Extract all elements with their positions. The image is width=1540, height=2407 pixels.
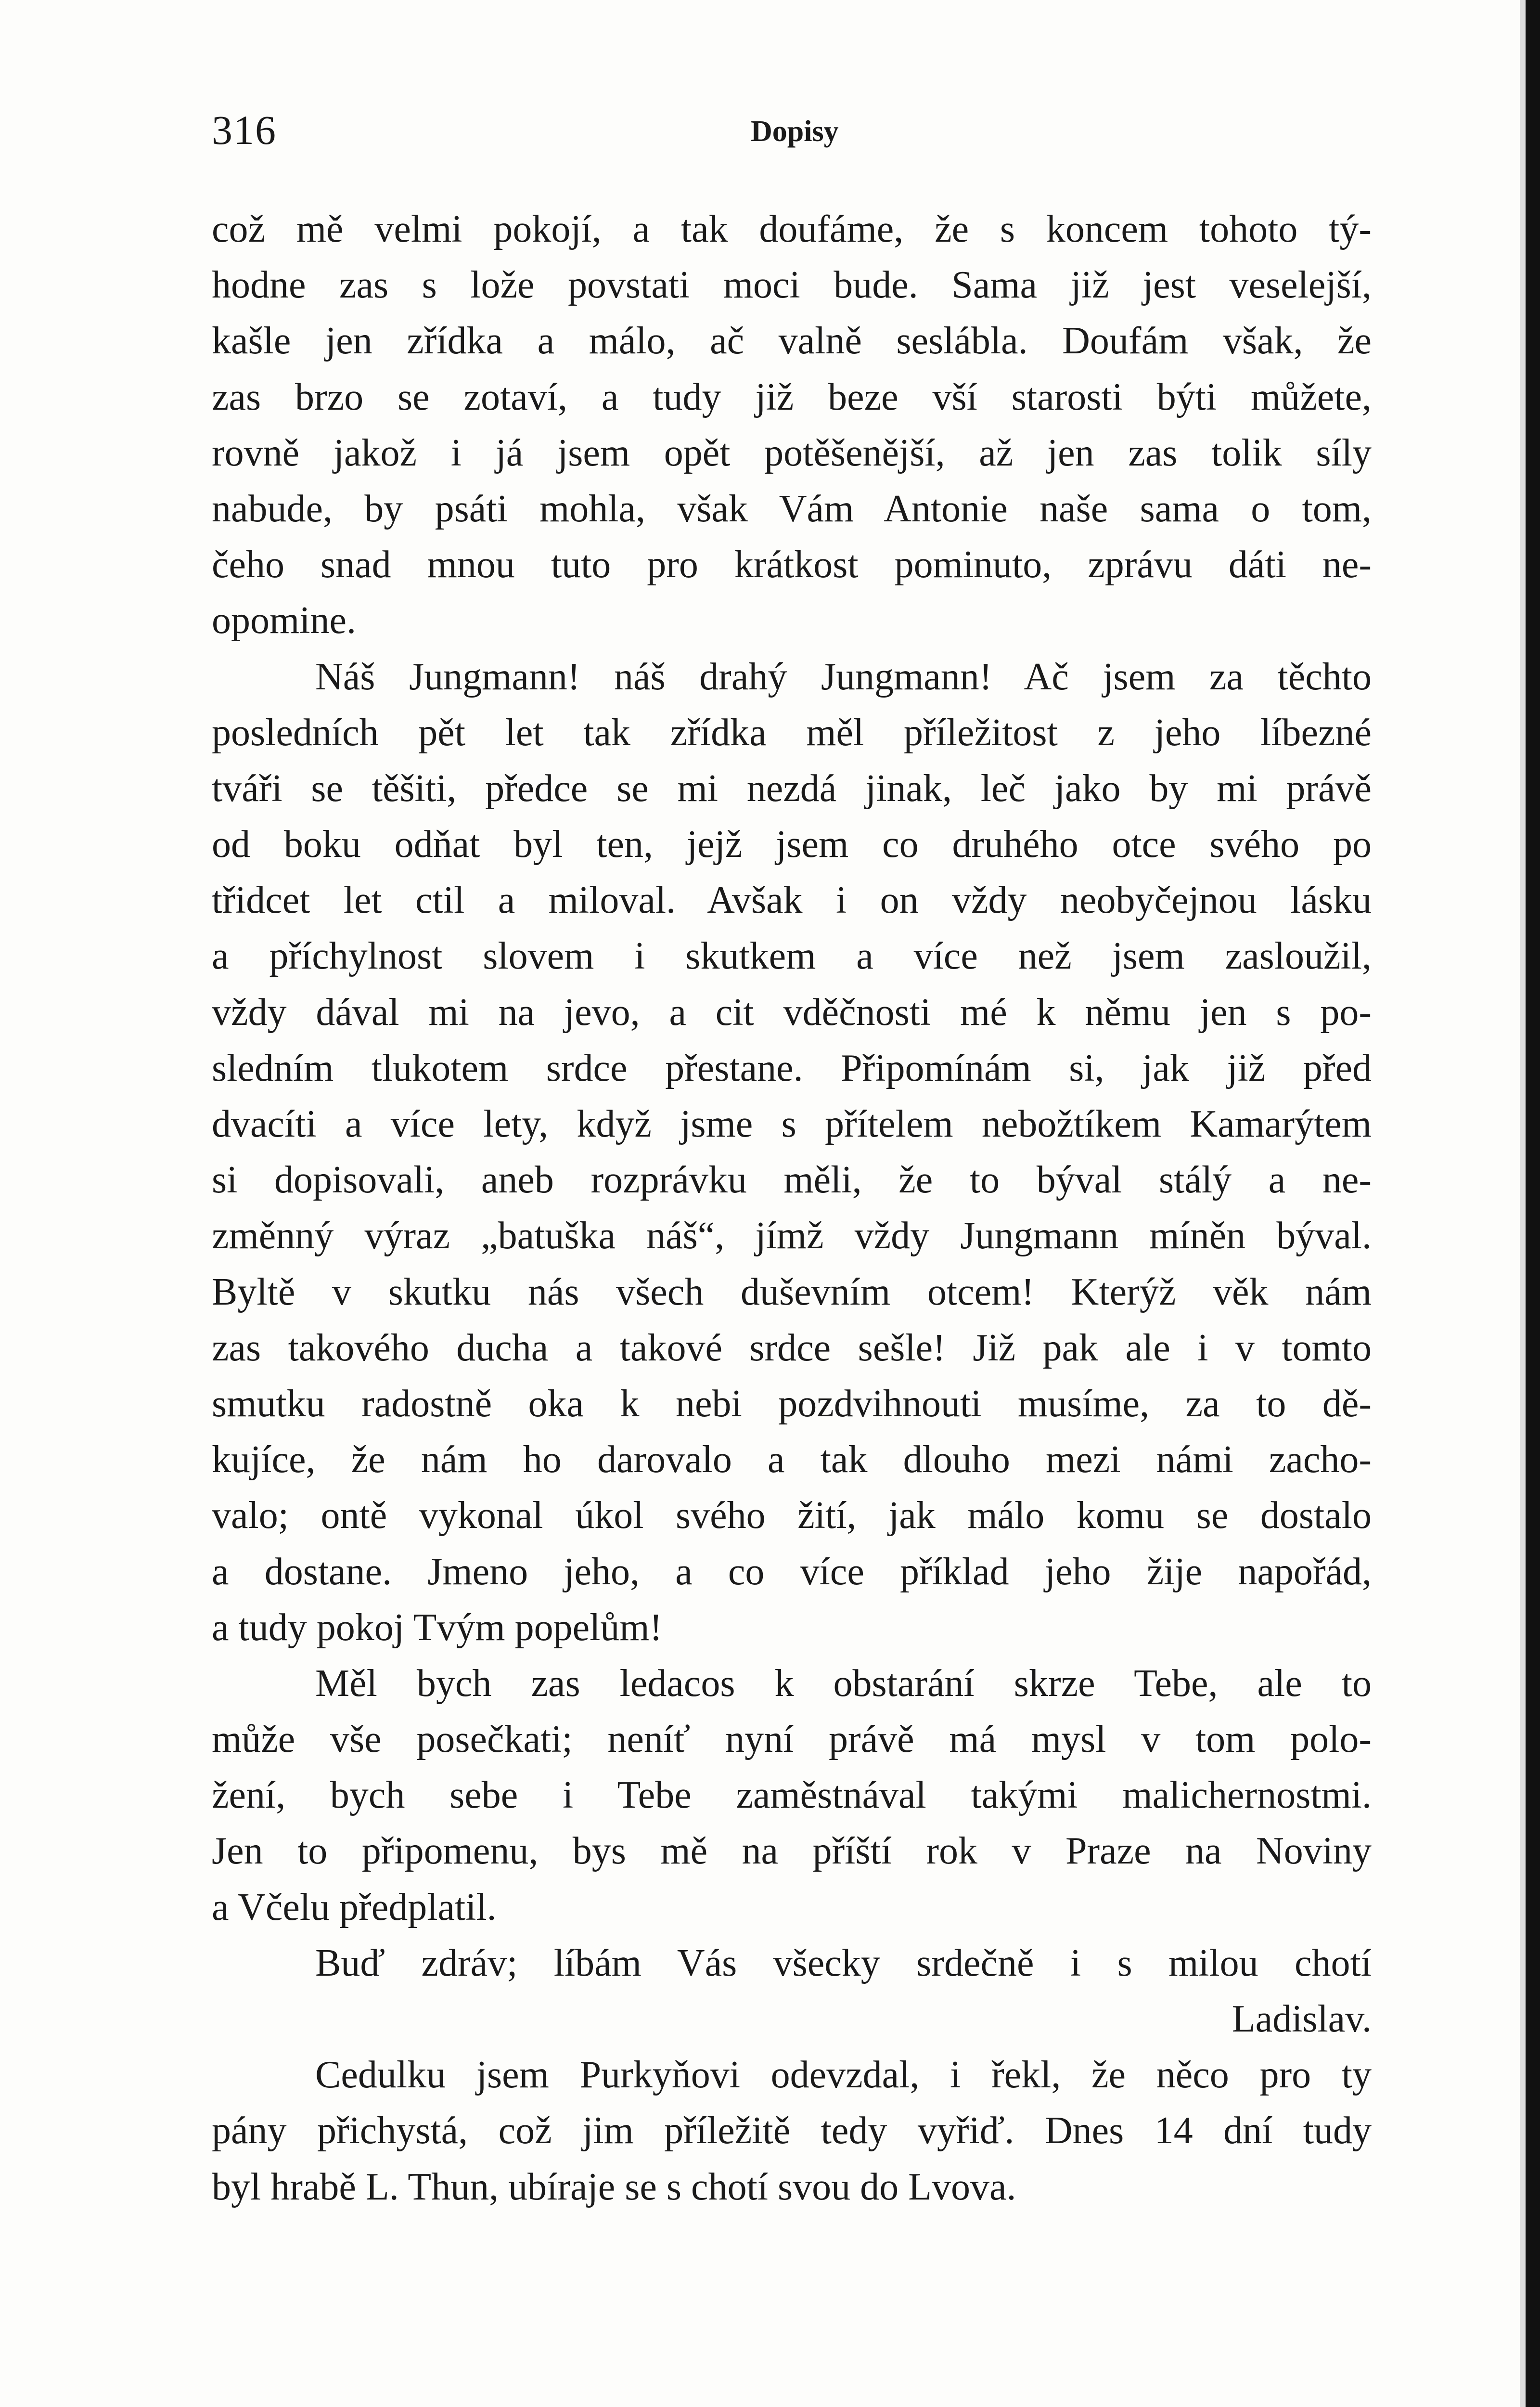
page-header (0, 104, 1540, 156)
text-line: kašle jen zřídka a málo, ač valně seslábla. Doufám však, že (212, 320, 1372, 362)
text-line: pány přichystá, což jim příležitě tedy vyřiď. Dnes 14 dní tudy (212, 2109, 1372, 2152)
text-line: byl hrabě L. Thun, ubíraje se s chotí svou do Lvova. (212, 2165, 1016, 2208)
text-line: žení, bych sebe i Tebe zaměstnával takými malichernostmi. (212, 1774, 1372, 1817)
paragraph-start-line: Měl bych zas ledacos k obstarání skrze Tebe, ale to (315, 1662, 1372, 1705)
page-number: 316 (212, 107, 277, 153)
text-line: vždy dával mi na jevo, a cit vděčnosti mé k němu jen s po- (212, 991, 1372, 1034)
text-line: změnný výraz „batuška náš“, jímž vždy Jungmann míněn býval. (212, 1215, 1372, 1257)
text-line: nabude, by psáti mohla, však Vám Antonie naše sama o tom, (212, 487, 1372, 530)
text-line: což mě velmi pokojí, a tak doufáme, že s koncem tohoto tý- (212, 208, 1372, 250)
text-line: Byltě v skutku nás všech duševním otcem! Kterýž věk nám (212, 1270, 1372, 1313)
text-line: rovně jakož i já jsem opět potěšenější, až jen zas tolik síly (212, 431, 1372, 474)
text-line: a Včelu předplatil. (212, 1886, 497, 1928)
text-line: posledních pět let tak zřídka měl příležitost z jeho líbezné (212, 711, 1372, 754)
text-line: hodne zas s lože povstati moci bude. Sama již jest veselejší, (212, 264, 1372, 307)
text-line: a dostane. Jmeno jeho, a co více příklad jeho žije napořád, (212, 1550, 1372, 1593)
text-line: zas takového ducha a takové srdce sešle! Již pak ale i v tomto (212, 1326, 1372, 1369)
text-line: čeho snad mnou tuto pro krátkost pominuto, zprávu dáti ne- (212, 544, 1372, 586)
text-line: smutku radostně oka k nebi pozdvihnouti musíme, za to dě- (212, 1382, 1372, 1425)
page-edge (1526, 0, 1540, 2407)
text-line: tváři se těšiti, předce se mi nezdá jinak, leč jako by mi právě (212, 767, 1372, 810)
running-title: Dopisy (751, 115, 839, 148)
paragraph-start-line: Buď zdráv; líbám Vás všecky srdečně i s milou chotí (315, 1941, 1372, 1984)
text-line: a tudy pokoj Tvým popelům! (212, 1606, 663, 1649)
body-text (212, 201, 1372, 2215)
paragraph-start-line: Náš Jungmann! náš drahý Jungmann! Ač jsem za těchto (315, 655, 1372, 698)
text-line: opomine. (212, 599, 356, 642)
text-line: dvacíti a více lety, když jsme s přítelem nebožtíkem Kamarýtem (212, 1103, 1372, 1145)
page-edge-shadow (1520, 0, 1526, 2407)
text-line: kujíce, že nám ho darovalo a tak dlouho mezi námi zacho- (212, 1438, 1372, 1481)
text-line: valo; ontě vykonal úkol svého žití, jak málo komu se dostalo (212, 1494, 1372, 1537)
text-line: a příchylnost slovem i skutkem a více než jsem zasloužil, (212, 935, 1372, 978)
text-line: zas brzo se zotaví, a tudy již beze vší starosti býti můžete, (212, 375, 1372, 418)
text-line: si dopisovali, aneb rozprávku měli, že to býval stálý a ne- (212, 1159, 1372, 1202)
text-line: třidcet let ctil a miloval. Avšak i on vždy neobyčejnou lásku (212, 879, 1372, 922)
text-line: Jen to připomenu, bys mě na příští rok v Praze na Noviny (212, 1830, 1372, 1873)
text-line: může vše posečkati; neníť nyní právě má mysl v tom polo- (212, 1718, 1372, 1761)
signature-line: Ladislav. (1232, 1998, 1372, 2040)
text-line: sledním tlukotem srdce přestane. Připomínám si, jak již před (212, 1047, 1372, 1089)
paragraph-start-line: Cedulku jsem Purkyňovi odevzdal, i řekl, že něco pro ty (315, 2054, 1372, 2096)
text-line: od boku odňat byl ten, jejž jsem co druhého otce svého po (212, 823, 1372, 866)
